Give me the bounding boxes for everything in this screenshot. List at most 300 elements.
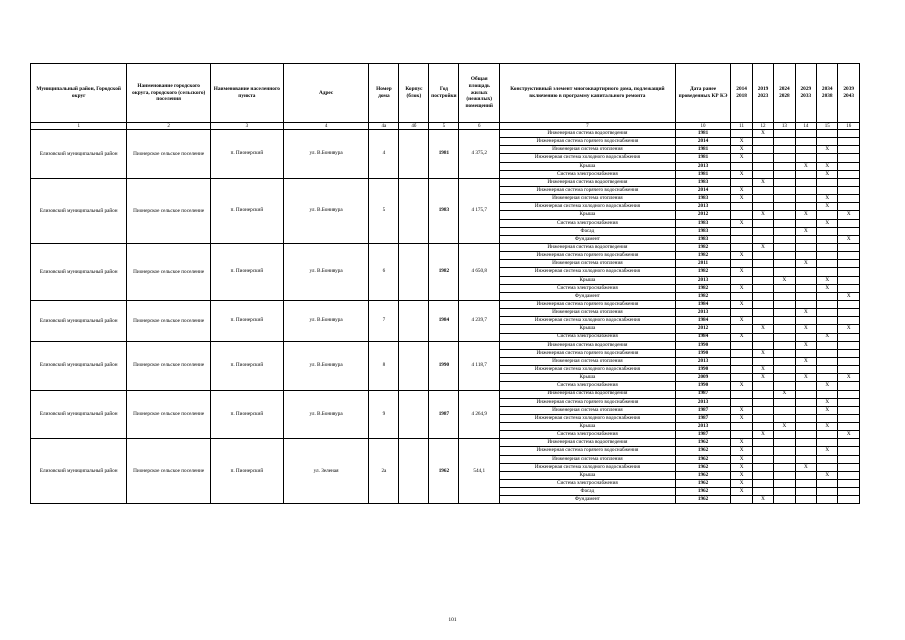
period-mark-cell <box>752 195 773 203</box>
column-number: 3 <box>210 123 283 130</box>
period-mark-cell: X <box>795 309 816 317</box>
period-mark-cell <box>817 130 838 138</box>
column-number: 16 <box>838 123 860 130</box>
period-mark-cell <box>774 186 795 194</box>
period-mark-cell <box>838 341 860 349</box>
period-mark-cell <box>795 243 816 251</box>
prior-repair-date-cell: 2014 <box>675 186 731 194</box>
period-mark-cell <box>752 398 773 406</box>
period-mark-cell <box>731 211 752 219</box>
block-cell <box>399 439 429 504</box>
element-name-cell: Инженерная система горячего водоснабжения <box>500 398 676 406</box>
element-name-cell: Инженерная система отопления <box>500 260 676 268</box>
period-mark-cell <box>731 235 752 243</box>
period-mark-cell <box>838 154 860 162</box>
period-mark-cell <box>774 154 795 162</box>
prior-repair-date-cell: 1987 <box>675 431 731 439</box>
period-mark-cell <box>774 203 795 211</box>
area-cell: 4 175,7 <box>459 178 500 243</box>
page-number: 101 <box>448 617 457 623</box>
area-cell: 4 375,2 <box>459 130 500 179</box>
period-mark-cell <box>795 130 816 138</box>
period-mark-cell <box>817 227 838 235</box>
period-mark-cell <box>774 309 795 317</box>
period-mark-cell <box>795 170 816 178</box>
period-mark-cell: X <box>731 317 752 325</box>
prior-repair-date-cell: 1983 <box>675 195 731 203</box>
period-mark-cell <box>795 235 816 243</box>
address-cell: ул. В.Бонивура <box>283 341 369 390</box>
period-mark-cell <box>752 162 773 170</box>
period-mark-cell <box>817 341 838 349</box>
house-number-cell: 8 <box>369 341 399 390</box>
period-mark-cell <box>838 382 860 390</box>
period-mark-cell <box>838 130 860 138</box>
house-number-cell: 2а <box>369 439 399 504</box>
prior-repair-date-cell: 1981 <box>675 170 731 178</box>
period-mark-cell: X <box>731 186 752 194</box>
period-mark-cell: X <box>817 276 838 284</box>
period-mark-cell <box>774 439 795 447</box>
prior-repair-date-cell: 1990 <box>675 382 731 390</box>
block-cell <box>399 341 429 390</box>
period-mark-cell: X <box>731 471 752 479</box>
element-name-cell: Инженерная система водоотведения <box>500 390 676 398</box>
period-mark-cell <box>752 414 773 422</box>
period-mark-cell <box>795 496 816 504</box>
area-cell: 4 650,8 <box>459 243 500 300</box>
element-name-cell: Система электроснабжения <box>500 431 676 439</box>
table-row <box>31 178 860 186</box>
column-number: 10 <box>675 123 731 130</box>
prior-repair-date-cell: 1983 <box>675 219 731 227</box>
element-name-cell: Система электроснабжения <box>500 284 676 292</box>
element-name-cell: Инженерная система водоотведения <box>500 130 676 138</box>
period-mark-cell <box>774 284 795 292</box>
period-mark-cell <box>795 186 816 194</box>
period-mark-cell <box>838 366 860 374</box>
element-name-cell: Инженерная система горячего водоснабжения <box>500 349 676 357</box>
period-mark-cell <box>752 154 773 162</box>
period-mark-cell <box>752 406 773 414</box>
period-mark-cell <box>774 252 795 260</box>
period-mark-cell <box>752 471 773 479</box>
header-cell: Наименование городского округа, городского (сельского) поселения <box>127 64 211 123</box>
period-mark-cell <box>838 333 860 341</box>
period-mark-cell <box>795 414 816 422</box>
period-mark-cell: X <box>752 243 773 251</box>
period-mark-cell: X <box>795 341 816 349</box>
period-mark-cell <box>774 227 795 235</box>
prior-repair-date-cell: 2011 <box>675 260 731 268</box>
prior-repair-date-cell: 1962 <box>675 455 731 463</box>
year-built-cell: 1981 <box>429 130 459 179</box>
period-mark-cell: X <box>795 357 816 365</box>
period-mark-cell <box>752 439 773 447</box>
period-mark-cell <box>774 431 795 439</box>
period-mark-cell <box>838 390 860 398</box>
period-mark-cell <box>752 227 773 235</box>
prior-repair-date-cell: 1981 <box>675 146 731 154</box>
prior-repair-date-cell: 2013 <box>675 398 731 406</box>
element-name-cell: Крыша <box>500 374 676 382</box>
locality-cell: п. Пионерский <box>210 243 283 300</box>
period-mark-cell <box>795 366 816 374</box>
year-built-cell: 1984 <box>429 300 459 341</box>
period-mark-cell <box>774 235 795 243</box>
period-mark-cell <box>731 349 752 357</box>
period-mark-cell <box>817 496 838 504</box>
year-built-cell: 1987 <box>429 390 459 439</box>
header-cell: Корпус (блок) <box>399 64 429 123</box>
element-name-cell: Инженерная система холодного водоснабжения <box>500 154 676 162</box>
header-cell: Наименование населенного пункта <box>210 64 283 123</box>
element-name-cell: Инженерная система водоотведения <box>500 439 676 447</box>
period-mark-cell <box>838 219 860 227</box>
prior-repair-date-cell: 1962 <box>675 463 731 471</box>
period-mark-cell: X <box>731 455 752 463</box>
period-mark-cell <box>774 414 795 422</box>
period-mark-cell <box>774 471 795 479</box>
period-mark-cell <box>731 227 752 235</box>
period-mark-cell <box>838 447 860 455</box>
period-mark-cell: X <box>752 374 773 382</box>
locality-cell: п. Пионерский <box>210 178 283 243</box>
period-mark-cell: X <box>731 488 752 496</box>
period-mark-cell: X <box>731 252 752 260</box>
period-mark-cell <box>838 463 860 471</box>
element-name-cell: Крыша <box>500 325 676 333</box>
period-mark-cell <box>774 480 795 488</box>
period-mark-cell <box>752 284 773 292</box>
column-number: 15 <box>817 123 838 130</box>
address-cell: ул. В.Бонивура <box>283 243 369 300</box>
period-mark-cell: X <box>817 146 838 154</box>
element-name-cell: Инженерная система водоотведения <box>500 341 676 349</box>
period-mark-cell <box>752 138 773 146</box>
period-mark-cell <box>752 203 773 211</box>
header-cell: Конструктивный элемент многоквартирного дома, подлежащий включению в программу капитального ремонта <box>500 64 676 123</box>
period-mark-cell <box>795 349 816 357</box>
prior-repair-date-cell: 1962 <box>675 496 731 504</box>
element-name-cell: Система электроснабжения <box>500 170 676 178</box>
period-mark-cell: X <box>752 496 773 504</box>
period-mark-cell: X <box>838 374 860 382</box>
period-mark-cell <box>774 260 795 268</box>
district-cell: Елизовский муниципальный район <box>31 130 127 179</box>
period-mark-cell <box>752 260 773 268</box>
prior-repair-date-cell: 1984 <box>675 300 731 308</box>
period-mark-cell <box>795 439 816 447</box>
period-mark-cell <box>838 284 860 292</box>
prior-repair-date-cell: 1982 <box>675 284 731 292</box>
period-mark-cell <box>774 382 795 390</box>
element-name-cell: Система электроснабжения <box>500 382 676 390</box>
period-mark-cell: X <box>838 431 860 439</box>
period-mark-cell <box>817 300 838 308</box>
element-name-cell: Инженерная система холодного водоснабжения <box>500 414 676 422</box>
locality-cell: п. Пионерский <box>210 300 283 341</box>
block-cell <box>399 243 429 300</box>
period-mark-cell <box>731 309 752 317</box>
period-mark-cell <box>817 488 838 496</box>
period-mark-cell: X <box>731 219 752 227</box>
period-mark-cell <box>838 488 860 496</box>
period-mark-cell <box>817 178 838 186</box>
period-mark-cell: X <box>817 398 838 406</box>
period-mark-cell <box>731 366 752 374</box>
period-mark-cell <box>774 374 795 382</box>
column-number: 6 <box>459 123 500 130</box>
locality-cell: п. Пионерский <box>210 390 283 439</box>
period-mark-cell: X <box>731 333 752 341</box>
element-name-cell: Фундамент <box>500 292 676 300</box>
period-mark-cell <box>795 398 816 406</box>
area-cell: 4 239,7 <box>459 300 500 341</box>
period-mark-cell <box>795 195 816 203</box>
period-mark-cell <box>774 406 795 414</box>
prior-repair-date-cell: 2012 <box>675 325 731 333</box>
period-mark-cell <box>795 292 816 300</box>
prior-repair-date-cell: 1962 <box>675 480 731 488</box>
period-mark-cell <box>838 276 860 284</box>
element-name-cell: Инженерная система холодного водоснабжения <box>500 317 676 325</box>
period-mark-cell <box>838 138 860 146</box>
period-mark-cell: X <box>731 480 752 488</box>
element-name-cell: Фасад <box>500 488 676 496</box>
header-cell: 2014 2018 <box>731 64 752 123</box>
prior-repair-date-cell: 1984 <box>675 317 731 325</box>
period-mark-cell: X <box>752 349 773 357</box>
period-mark-cell <box>731 431 752 439</box>
column-number: 12 <box>752 123 773 130</box>
element-name-cell: Система электроснабжения <box>500 480 676 488</box>
column-number: 13 <box>774 123 795 130</box>
element-name-cell: Крыша <box>500 211 676 219</box>
prior-repair-date-cell: 1983 <box>675 178 731 186</box>
column-number: 4 <box>283 123 369 130</box>
period-mark-cell <box>838 170 860 178</box>
element-name-cell: Фундамент <box>500 496 676 504</box>
element-name-cell: Фасад <box>500 227 676 235</box>
period-mark-cell <box>752 447 773 455</box>
period-mark-cell <box>838 195 860 203</box>
period-mark-cell <box>838 268 860 276</box>
period-mark-cell <box>817 268 838 276</box>
address-cell: ул. В.Бонивура <box>283 130 369 179</box>
table-row <box>31 341 860 349</box>
period-mark-cell <box>731 398 752 406</box>
block-cell <box>399 390 429 439</box>
period-mark-cell <box>817 243 838 251</box>
element-name-cell: Фундамент <box>500 235 676 243</box>
period-mark-cell <box>817 439 838 447</box>
period-mark-cell <box>817 463 838 471</box>
prior-repair-date-cell: 1982 <box>675 243 731 251</box>
period-mark-cell <box>838 186 860 194</box>
period-mark-cell <box>817 154 838 162</box>
prior-repair-date-cell: 1983 <box>675 235 731 243</box>
period-mark-cell <box>795 138 816 146</box>
period-mark-cell <box>731 357 752 365</box>
element-name-cell: Крыша <box>500 276 676 284</box>
element-name-cell: Инженерная система отопления <box>500 357 676 365</box>
settlement-cell: Пионерское сельское поселение <box>127 390 211 439</box>
period-mark-cell <box>731 203 752 211</box>
header-cell: Общая площадь жилых (нежилых) помещений <box>459 64 500 123</box>
house-number-cell: 9 <box>369 390 399 439</box>
block-cell <box>399 178 429 243</box>
period-mark-cell <box>817 349 838 357</box>
period-mark-cell <box>838 398 860 406</box>
period-mark-cell <box>752 488 773 496</box>
period-mark-cell <box>774 496 795 504</box>
year-built-cell: 1983 <box>429 178 459 243</box>
prior-repair-date-cell: 1990 <box>675 349 731 357</box>
district-cell: Елизовский муниципальный район <box>31 300 127 341</box>
period-mark-cell: X <box>838 235 860 243</box>
period-mark-cell: X <box>752 211 773 219</box>
period-mark-cell: X <box>774 423 795 431</box>
period-mark-cell: X <box>731 138 752 146</box>
period-mark-cell <box>795 488 816 496</box>
element-name-cell: Инженерная система отопления <box>500 146 676 154</box>
period-mark-cell: X <box>731 447 752 455</box>
period-mark-cell <box>795 447 816 455</box>
period-mark-cell <box>752 382 773 390</box>
period-mark-cell: X <box>731 300 752 308</box>
prior-repair-date-cell: 2009 <box>675 374 731 382</box>
period-mark-cell: X <box>795 260 816 268</box>
locality-cell: п. Пионерский <box>210 130 283 179</box>
period-mark-cell <box>774 325 795 333</box>
period-mark-cell: X <box>731 414 752 422</box>
period-mark-cell <box>795 390 816 398</box>
period-mark-cell <box>752 309 773 317</box>
period-mark-cell <box>795 423 816 431</box>
period-mark-cell: X <box>795 227 816 235</box>
element-name-cell: Крыша <box>500 162 676 170</box>
period-mark-cell <box>774 317 795 325</box>
period-mark-cell <box>795 455 816 463</box>
period-mark-cell: X <box>817 382 838 390</box>
element-name-cell: Инженерная система горячего водоснабжения <box>500 447 676 455</box>
period-mark-cell <box>774 130 795 138</box>
period-mark-cell <box>774 447 795 455</box>
period-mark-cell: X <box>731 154 752 162</box>
period-mark-cell <box>774 219 795 227</box>
header-cell: Муниципальный район, Городской округ <box>31 64 127 123</box>
prior-repair-date-cell: 1962 <box>675 471 731 479</box>
period-mark-cell <box>817 186 838 194</box>
period-mark-cell: X <box>752 325 773 333</box>
settlement-cell: Пионерское сельское поселение <box>127 439 211 504</box>
period-mark-cell <box>774 488 795 496</box>
prior-repair-date-cell: 2012 <box>675 211 731 219</box>
column-number: 14 <box>795 123 816 130</box>
period-mark-cell <box>838 227 860 235</box>
period-mark-cell <box>817 431 838 439</box>
period-mark-cell <box>817 390 838 398</box>
period-mark-cell <box>817 309 838 317</box>
element-name-cell: Инженерная система горячего водоснабжения <box>500 186 676 194</box>
period-mark-cell <box>817 366 838 374</box>
year-built-cell: 1982 <box>429 243 459 300</box>
period-mark-cell <box>795 219 816 227</box>
header-cell: Адрес <box>283 64 369 123</box>
period-mark-cell <box>838 349 860 357</box>
period-mark-cell <box>795 431 816 439</box>
period-mark-cell: X <box>817 203 838 211</box>
prior-repair-date-cell: 2013 <box>675 276 731 284</box>
address-cell: ул. Зеленая <box>283 439 369 504</box>
period-mark-cell <box>731 243 752 251</box>
period-mark-cell <box>774 333 795 341</box>
settlement-cell: Пионерское сельское поселение <box>127 178 211 243</box>
period-mark-cell: X <box>795 325 816 333</box>
period-mark-cell <box>838 357 860 365</box>
period-mark-cell: X <box>752 431 773 439</box>
prior-repair-date-cell: 2013 <box>675 309 731 317</box>
period-mark-cell <box>752 268 773 276</box>
period-mark-cell <box>774 138 795 146</box>
period-mark-cell <box>817 455 838 463</box>
period-mark-cell <box>752 300 773 308</box>
element-name-cell: Крыша <box>500 423 676 431</box>
settlement-cell: Пионерское сельское поселение <box>127 341 211 390</box>
prior-repair-date-cell: 1990 <box>675 341 731 349</box>
period-mark-cell <box>795 480 816 488</box>
period-mark-cell <box>752 235 773 243</box>
header-cell: 2024 2028 <box>774 64 795 123</box>
period-mark-cell: X <box>752 178 773 186</box>
address-cell: ул. В.Бонивура <box>283 390 369 439</box>
period-mark-cell <box>838 455 860 463</box>
period-mark-cell <box>838 471 860 479</box>
area-cell: 4 264,9 <box>459 390 500 439</box>
period-mark-cell <box>838 423 860 431</box>
period-mark-cell <box>752 357 773 365</box>
period-mark-cell: X <box>731 146 752 154</box>
district-cell: Елизовский муниципальный район <box>31 390 127 439</box>
period-mark-cell <box>795 178 816 186</box>
element-name-cell: Инженерная система горячего водоснабжения <box>500 300 676 308</box>
column-number: 1 <box>31 123 127 130</box>
settlement-cell: Пионерское сельское поселение <box>127 300 211 341</box>
period-mark-cell <box>817 235 838 243</box>
period-mark-cell <box>774 146 795 154</box>
header-cell: 2029 2033 <box>795 64 816 123</box>
period-mark-cell: X <box>731 382 752 390</box>
prior-repair-date-cell: 1987 <box>675 406 731 414</box>
period-mark-cell <box>774 300 795 308</box>
period-mark-cell: X <box>817 170 838 178</box>
period-mark-cell: X <box>795 211 816 219</box>
table-row <box>31 390 860 398</box>
period-mark-cell <box>774 398 795 406</box>
prior-repair-date-cell: 2013 <box>675 203 731 211</box>
period-mark-cell <box>817 374 838 382</box>
area-cell: 4 118,7 <box>459 341 500 390</box>
period-mark-cell: X <box>731 406 752 414</box>
settlement-cell: Пионерское сельское поселение <box>127 130 211 179</box>
period-mark-cell <box>838 260 860 268</box>
period-mark-cell <box>774 455 795 463</box>
element-name-cell: Инженерная система холодного водоснабжения <box>500 366 676 374</box>
period-mark-cell <box>774 268 795 276</box>
prior-repair-date-cell: 1962 <box>675 488 731 496</box>
prior-repair-date-cell: 1984 <box>675 333 731 341</box>
